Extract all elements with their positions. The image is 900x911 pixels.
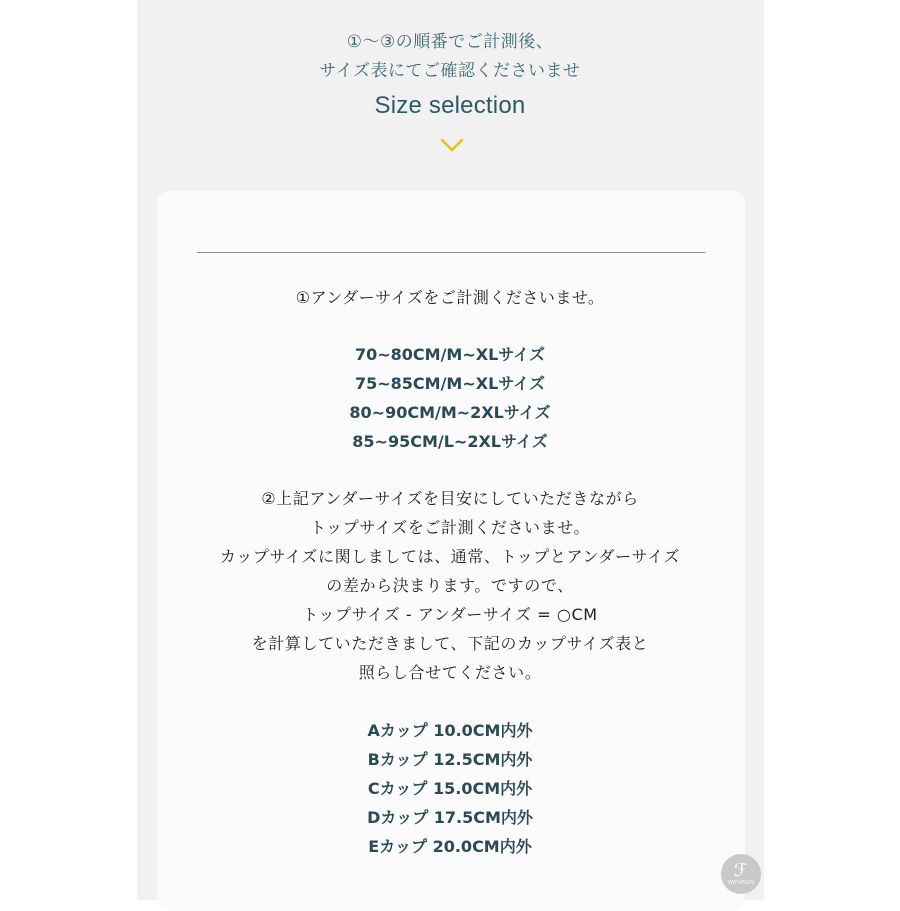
cup-size-item: Aカップ 10.0CM内外 [367, 721, 533, 740]
band-size-item: 70~80CM/M~XLサイズ [354, 345, 546, 364]
step2-line: トップサイズをご計測くださいませ。 [310, 518, 590, 537]
cup-size-item: Dカップ 17.5CM内外 [367, 808, 533, 827]
step1-text: ①アンダーサイズをご計測くださいませ。 [295, 288, 605, 307]
cup-size-list [0, 716, 900, 861]
step2-text [0, 484, 900, 687]
section-title: Size selection [374, 92, 526, 119]
cup-size-item: Cカップ 15.0CM内外 [367, 779, 533, 798]
step2-line: カップサイズに関しましては、通常、トップとアンダーサイズ [219, 547, 681, 566]
band-size-item: 75~85CM/M~XLサイズ [354, 374, 546, 393]
band-size-list [0, 340, 900, 456]
divider [197, 252, 705, 253]
band-size-item: 80~90CM/M~2XLサイズ [349, 403, 551, 422]
intro-line-2: サイズ表にてご確認くださいませ [319, 61, 581, 81]
intro-text [0, 28, 900, 86]
logo-icon: ℱ [733, 860, 749, 881]
band-size-item: 85~95CM/L~2XLサイズ [352, 432, 548, 451]
cup-size-item: Eカップ 20.0CM内外 [368, 837, 532, 856]
step2-line: ②上記アンダーサイズを目安にしていただきながら [261, 489, 639, 508]
step2-line: を計算していただきまして、下記のカップサイズ表と [251, 634, 649, 653]
step2-line: 照らし合せてください。 [358, 663, 542, 682]
cup-size-item: Bカップ 12.5CM内外 [367, 750, 533, 769]
brand-logo [721, 854, 761, 894]
intro-line-1: ①〜③の順番でご計測後、 [346, 32, 554, 52]
logo-text: YAYUPLUS [727, 880, 755, 886]
chevron-down-icon [439, 136, 465, 154]
step2-line: の差から決まります。ですので、 [326, 576, 574, 595]
step2-line: トップサイズ - アンダーサイズ = ○CM [302, 605, 598, 624]
